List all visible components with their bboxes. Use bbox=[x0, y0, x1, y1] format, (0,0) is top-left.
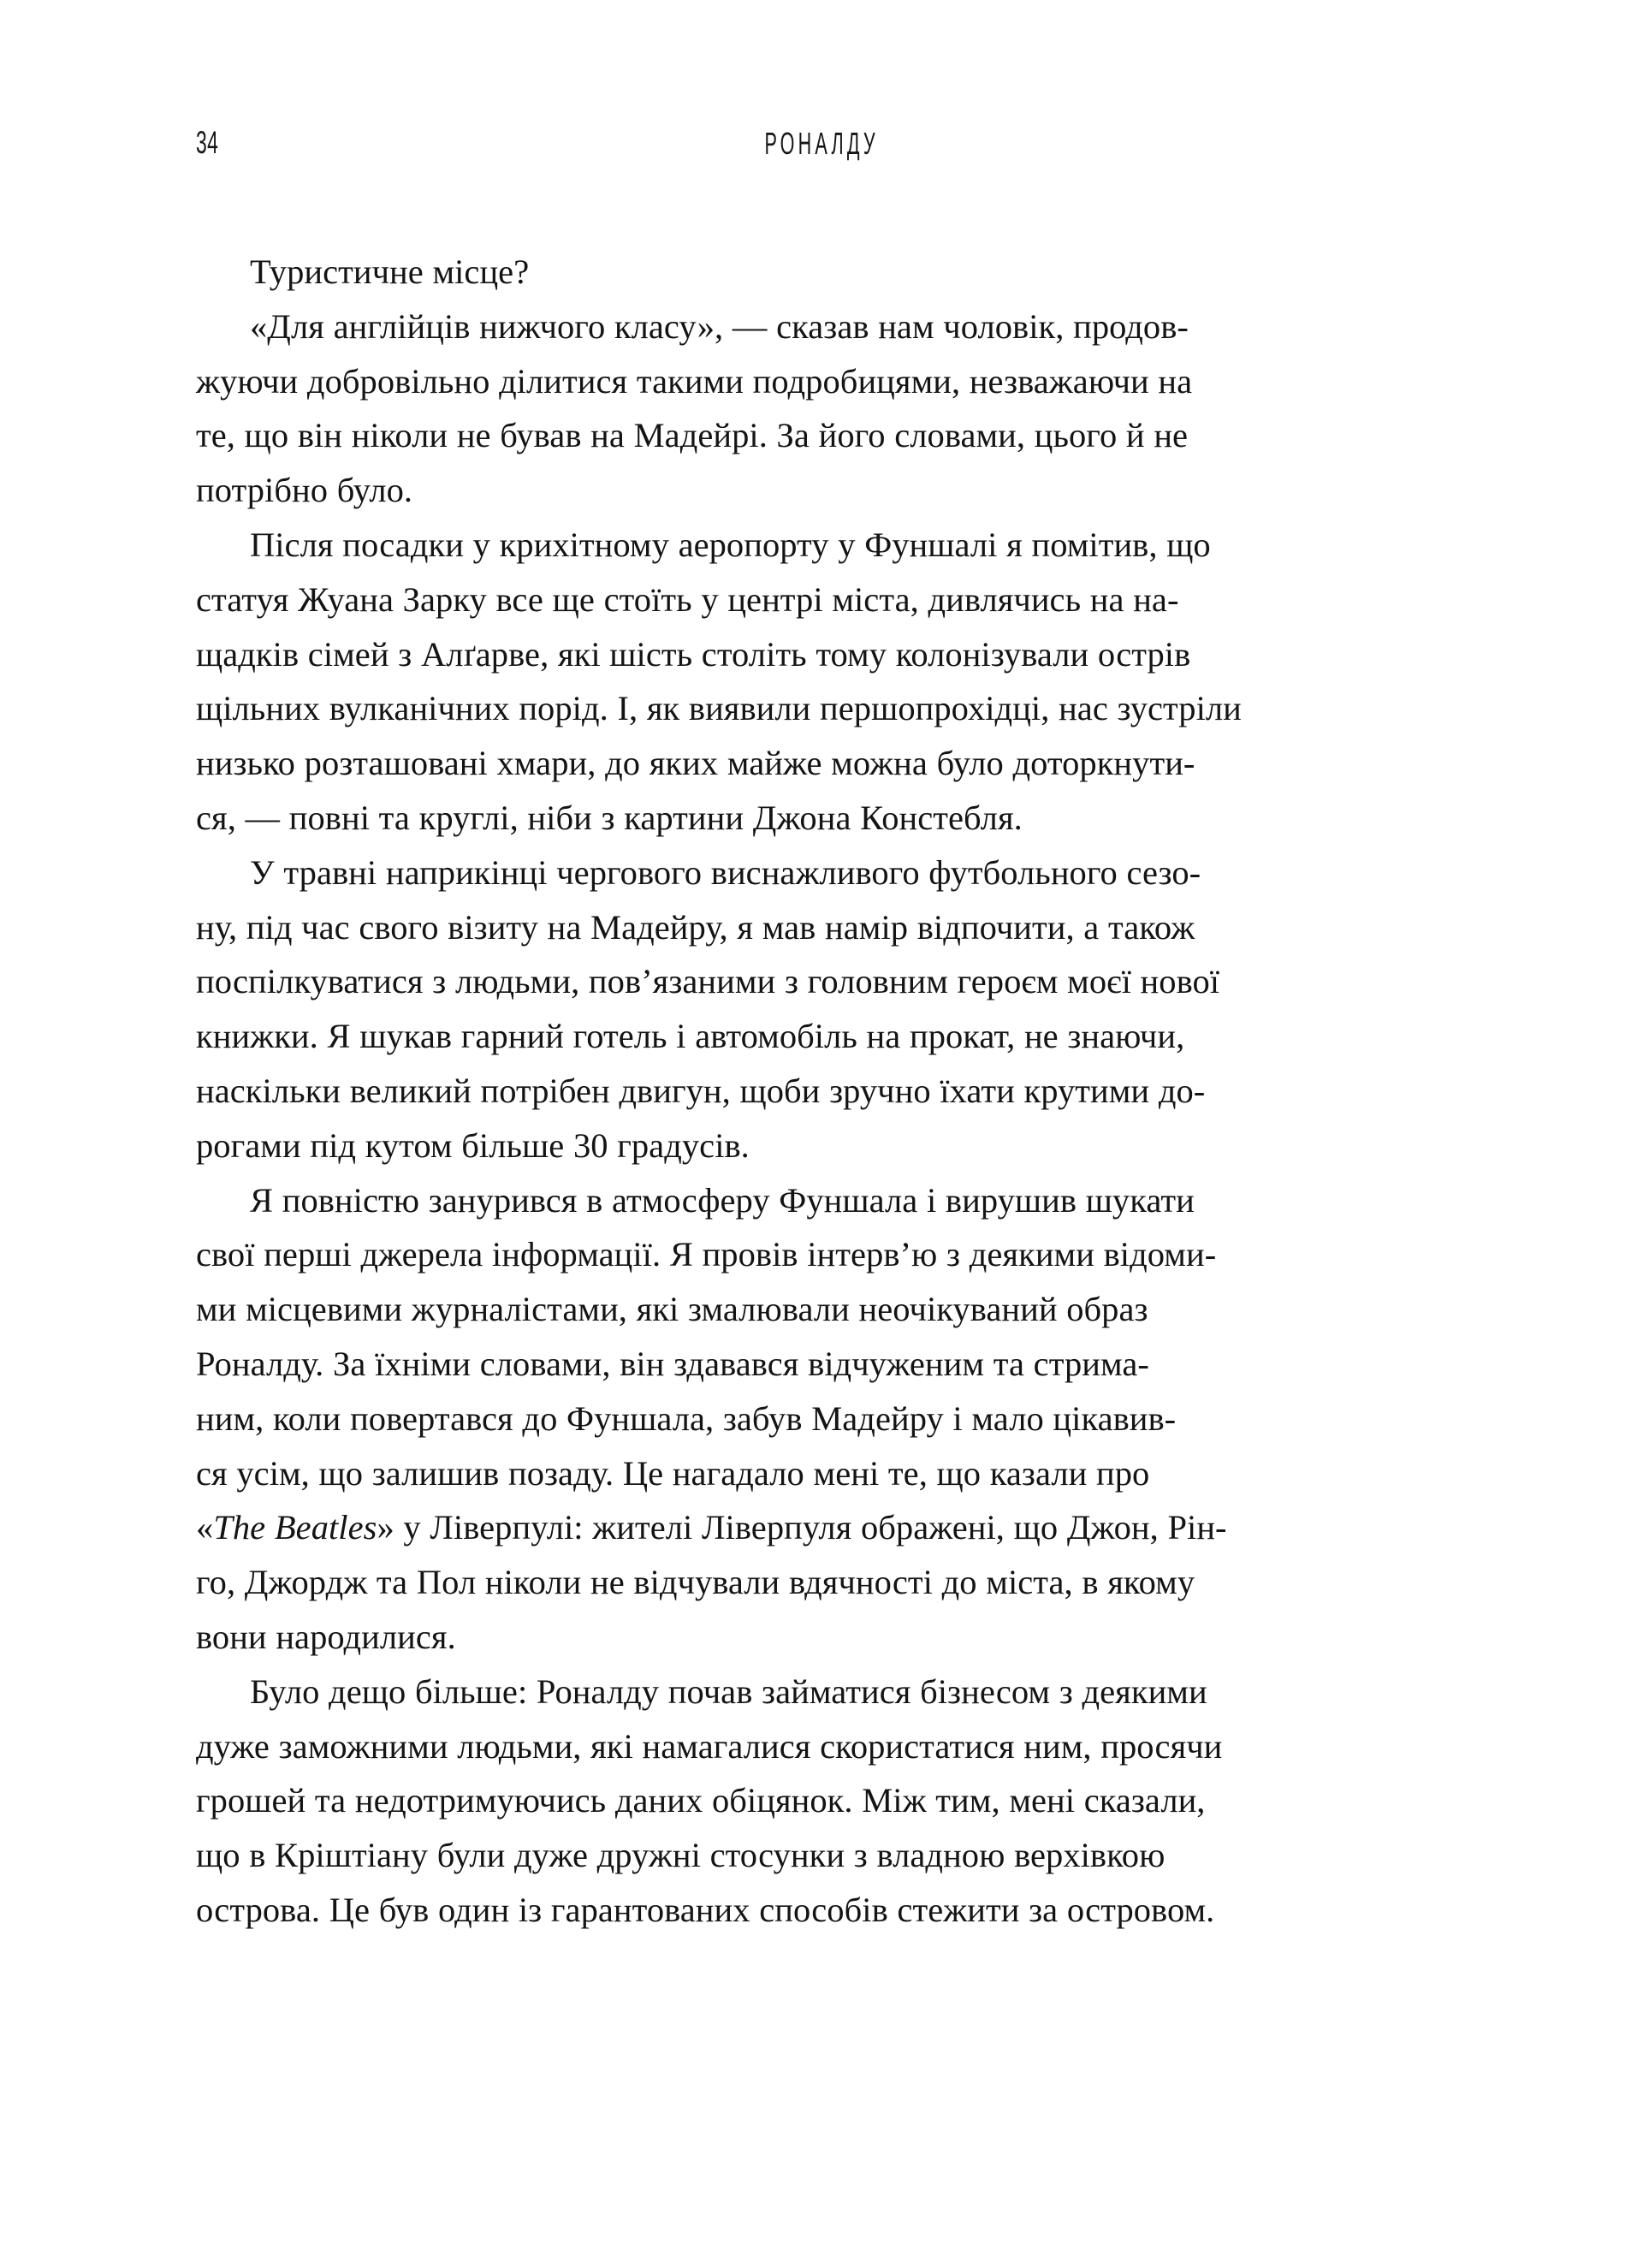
text-line: Після посадки у крихітному аеропорту у Фуншалі я помітив, що bbox=[250, 525, 1211, 564]
page-number: 34 bbox=[196, 125, 219, 160]
paragraph bbox=[196, 1173, 1450, 1665]
text-line: наскільки великий потрібен двигун, щоби зручно їхати крутими до- bbox=[196, 1071, 1206, 1110]
text-line: ми місцевими журналістами, які змалювали неочікуваний образ bbox=[196, 1290, 1148, 1329]
text-line: свої перші джерела інформації. Я провів інтерв’ю з деякими відоми- bbox=[196, 1235, 1217, 1274]
text-line: жуючи добровільно ділитися такими подробицями, незважаючи на bbox=[196, 361, 1193, 401]
running-header bbox=[0, 127, 1643, 178]
text-line: дуже заможними людьми, які намагалися скористатися ним, просячи bbox=[196, 1726, 1223, 1766]
text-line: «The Beatles» у Ліверпулі: жителі Ліверпуля ображені, що Джон, Рін- bbox=[196, 1508, 1227, 1547]
body-text-block bbox=[196, 245, 1450, 1938]
text-line: щільних вулканічних порід. І, як виявили першопрохідці, нас зустріли bbox=[196, 689, 1242, 728]
text-line: вони народилися. bbox=[196, 1617, 456, 1656]
italic-title: The Beatles bbox=[213, 1508, 377, 1547]
text-line: рогами під кутом більше 30 градусів. bbox=[196, 1125, 750, 1165]
text-line: Роналду. За їхніми словами, він здавався відчуженим та стрима- bbox=[196, 1344, 1149, 1383]
text-line: те, що він ніколи не бував на Мадейрі. За його словами, цього й не bbox=[196, 416, 1189, 455]
text-line: що в Кріштіану були дуже дружні стосунки з владною верхівкою bbox=[196, 1836, 1166, 1875]
text-line: Туристичне місце? bbox=[250, 252, 530, 291]
paragraph bbox=[196, 518, 1450, 846]
text-line: ся, — повні та круглі, ніби з картини Джона Констебля. bbox=[196, 798, 1023, 837]
text-line: го, Джордж та Пол ніколи не відчували вдячності до міста, в якому bbox=[196, 1563, 1195, 1602]
text-line: У травні наприкінці чергового виснажливого футбольного сезо- bbox=[250, 852, 1201, 892]
text-line: потрібно було. bbox=[196, 471, 413, 510]
text-line: ну, під час свого візиту на Мадейру, я мав намір відпочити, а також bbox=[196, 907, 1195, 947]
paragraph bbox=[196, 245, 1450, 300]
paragraph bbox=[196, 300, 1450, 518]
running-title bbox=[0, 125, 1643, 161]
text-line: ся усім, що залишив позаду. Це нагадало мені те, що казали про bbox=[196, 1453, 1150, 1493]
running-title-text: РОНАЛДУ bbox=[764, 126, 879, 161]
text-line: Я повністю занурився в атмосферу Фуншала і вирушив шукати bbox=[250, 1180, 1195, 1220]
text-line: поспілкуватися з людьми, пов’язаними з головним героєм моєї нової bbox=[196, 962, 1220, 1001]
text-line: книжки. Я шукав гарний готель і автомобіль на прокат, не знаючи, bbox=[196, 1017, 1185, 1056]
paragraph bbox=[196, 846, 1450, 1173]
text-line: «Для англійців нижчого класу», — сказав нам чоловік, продов- bbox=[250, 306, 1189, 346]
text-line: острова. Це був один із гарантованих способів стежити за островом. bbox=[196, 1890, 1215, 1929]
text-line: статуя Жуана Зарку все ще стоїть у центрі міста, дивлячись на на- bbox=[196, 579, 1179, 619]
text-line: низько розташовані хмари, до яких майже можна було доторкнути- bbox=[196, 744, 1195, 783]
text-line: Було дещо більше: Роналду почав займатися бізнесом з деякими bbox=[250, 1671, 1207, 1711]
text-line: щадків сімей з Алґарве, які шість століть тому колонізували острів bbox=[196, 634, 1191, 674]
text-line: ним, коли повертався до Фуншала, забув Мадейру і мало цікавив- bbox=[196, 1398, 1177, 1438]
text-line: грошей та недотримуючись даних обіцянок. Між тим, мені сказали, bbox=[196, 1781, 1206, 1820]
paragraph bbox=[196, 1665, 1450, 1938]
